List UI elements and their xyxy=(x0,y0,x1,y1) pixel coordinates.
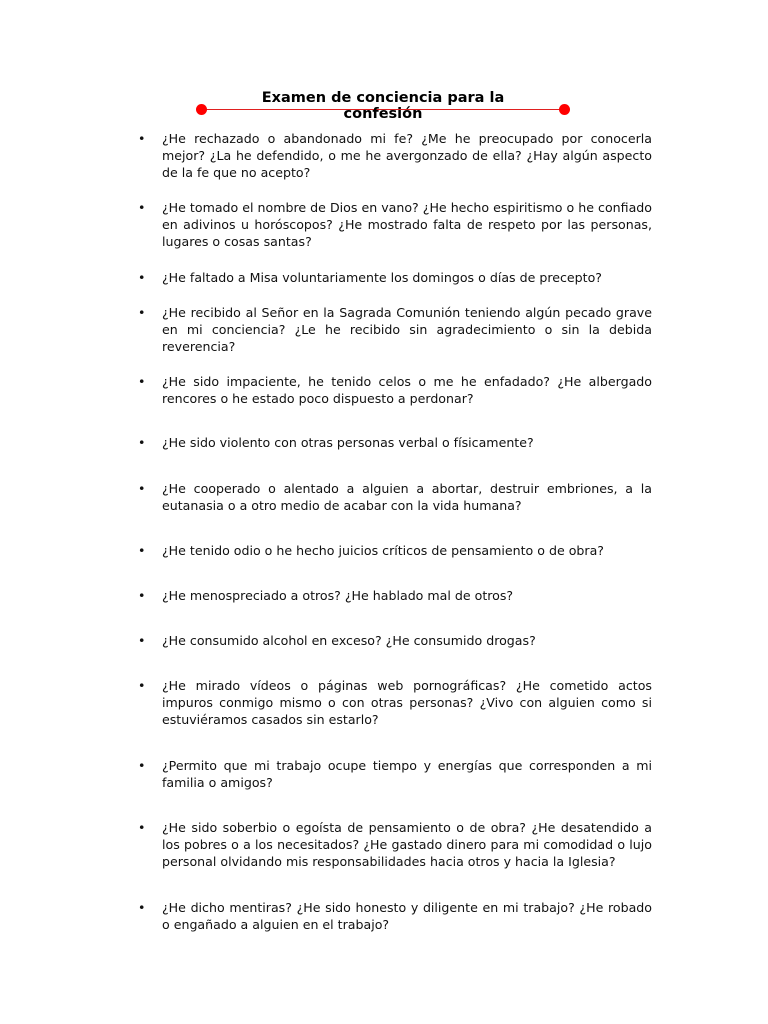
question-text: ¿He tenido odio o he hecho juicios críticos de pensamiento o de obra? xyxy=(162,543,604,558)
bullet-icon: • xyxy=(138,270,146,285)
question-text: ¿He recibido al Señor en la Sagrada Comunión teniendo algún pecado grave en mi conciencia? ¿Le he recibido sin agradecimiento o sin la debida reverencia? xyxy=(162,305,652,354)
list-item xyxy=(138,542,652,559)
list-item xyxy=(138,677,652,728)
bullet-icon: • xyxy=(138,678,146,693)
title-line-1: Examen de conciencia para la xyxy=(261,90,505,106)
list-item xyxy=(138,269,652,286)
list-item xyxy=(138,130,652,181)
list-item xyxy=(138,587,652,604)
question-text: ¿He mirado vídeos o páginas web pornográficas? ¿He cometido actos impuros conmigo mismo o con otras personas? ¿Vivo con alguien como si estuviéramos casados sin estarlo? xyxy=(162,678,652,727)
bullet-icon: • xyxy=(138,633,146,648)
list-item xyxy=(138,373,652,407)
bullet-icon: • xyxy=(138,305,146,320)
bullet-icon: • xyxy=(138,200,146,215)
question-text: ¿He rechazado o abandonado mi fe? ¿Me he preocupado por conocerla mejor? ¿La he defendido, o me he avergonzado de ella? ¿Hay algún aspecto de la fe que no acepto? xyxy=(162,131,652,180)
list-item xyxy=(138,899,652,933)
question-text: ¿He dicho mentiras? ¿He sido honesto y diligente en mi trabajo? ¿He robado o engañado a alguien en el trabajo? xyxy=(162,900,652,932)
question-text: ¿He sido soberbio o egoísta de pensamiento o de obra? ¿He desatendido a los pobres o a los necesitados? ¿He gastado dinero para mi comodidad o lujo personal olvidando mis responsabilidades hacia otros y hacia la Iglesia? xyxy=(162,820,652,869)
list-item xyxy=(138,757,652,791)
question-text: ¿He consumido alcohol en exceso? ¿He consumido drogas? xyxy=(162,633,536,648)
question-text: ¿He tomado el nombre de Dios en vano? ¿He hecho espiritismo o he confiado en adivinos u horóscopos? ¿He mostrado falta de respeto por las personas, lugares o cosas santas? xyxy=(162,200,652,249)
title-block xyxy=(196,88,570,128)
bullet-icon: • xyxy=(138,374,146,389)
list-item xyxy=(138,480,652,514)
bullet-icon: • xyxy=(138,820,146,835)
list-item xyxy=(138,304,652,355)
question-text: ¿He menospreciado a otros? ¿He hablado mal de otros? xyxy=(162,588,514,603)
question-text: ¿He sido violento con otras personas verbal o físicamente? xyxy=(162,435,534,450)
bullet-icon: • xyxy=(138,588,146,603)
title-line-2: confesión xyxy=(343,106,423,122)
page-title xyxy=(196,90,570,122)
question-text: ¿He cooperado o alentado a alguien a abortar, destruir embriones, a la eutanasia o a otro medio de acabar con la vida humana? xyxy=(162,481,652,513)
list-item xyxy=(138,199,652,250)
question-text: ¿He sido impaciente, he tenido celos o me he enfadado? ¿He albergado rencores o he estado poco dispuesto a perdonar? xyxy=(162,374,652,406)
list-item xyxy=(138,434,652,451)
list-item xyxy=(138,819,652,870)
bullet-icon: • xyxy=(138,131,146,146)
question-text: ¿He faltado a Misa voluntariamente los domingos o días de precepto? xyxy=(162,270,602,285)
bullet-icon: • xyxy=(138,758,146,773)
bullet-icon: • xyxy=(138,900,146,915)
bullet-icon: • xyxy=(138,543,146,558)
list-item xyxy=(138,632,652,649)
question-text: ¿Permito que mi trabajo ocupe tiempo y energías que corresponden a mi familia o amigos? xyxy=(162,758,652,790)
bullet-icon: • xyxy=(138,435,146,450)
bullet-icon: • xyxy=(138,481,146,496)
